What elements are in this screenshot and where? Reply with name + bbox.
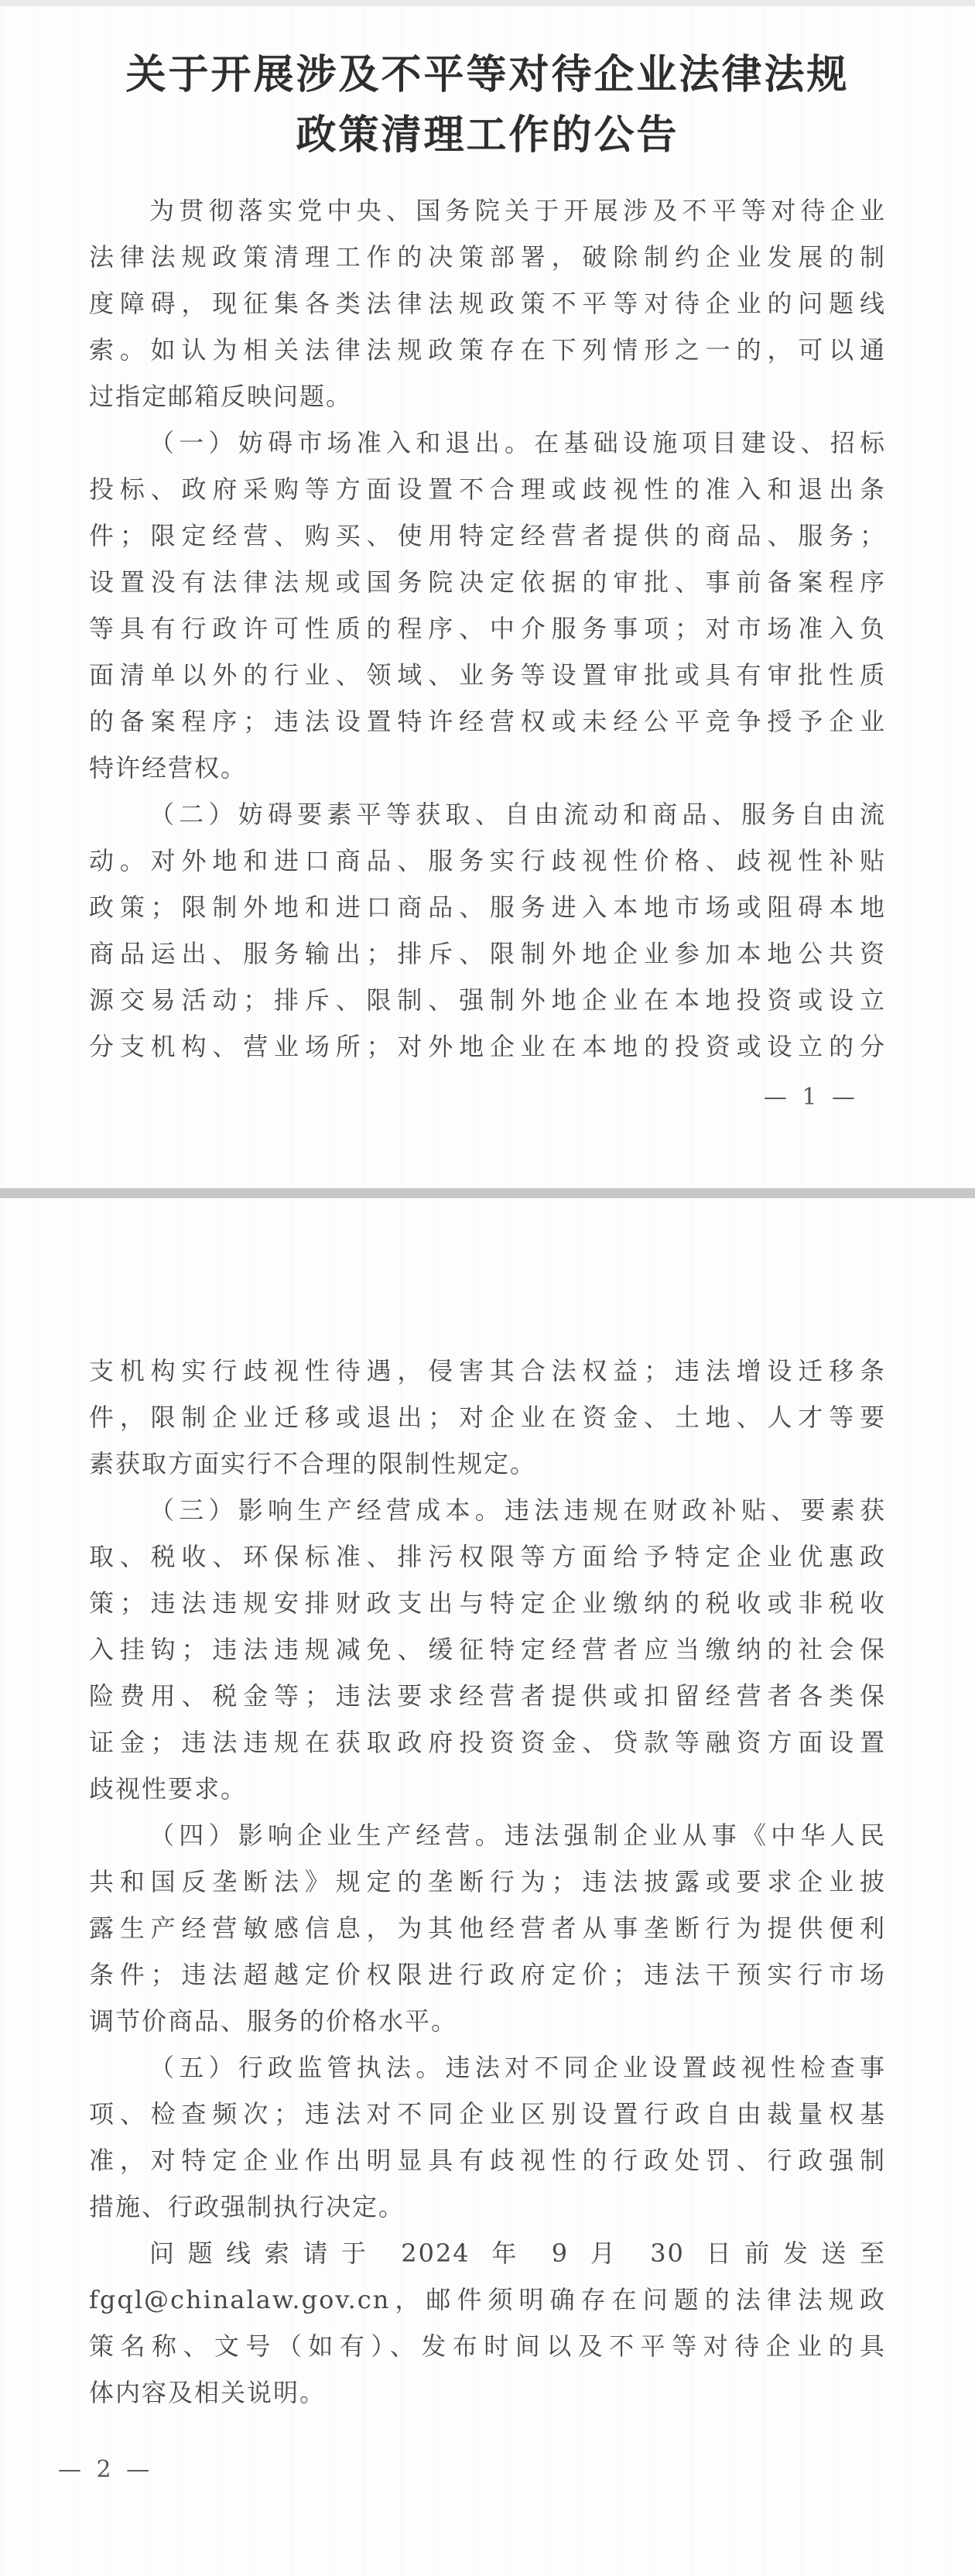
page-2-number: — 2 — (58, 2456, 154, 2483)
text-line: 险费用、税金等；违法要求经营者提供或扣留经营者各类保 (89, 1681, 886, 1711)
text-line: 政策；限制外地和进口商品、服务进入本地市场或阻碍本地 (89, 892, 886, 922)
text-line: 准，对特定企业作出明显具有歧视性的行政处罚、行政强制 (89, 2146, 886, 2175)
text-line: 问题线索请于 2024 年 9 月 30 日前发送至 (149, 2239, 886, 2268)
document-title-line-1: 关于开展涉及不平等对待企业法律法规 (125, 51, 850, 98)
text-line: 取、税收、环保标准、排污权限等方面给予特定企业优惠政 (89, 1542, 886, 1571)
text-line: （一）妨碍市场准入和退出。在基础设施项目建设、招标 (149, 428, 886, 457)
document-title-line-2: 政策清理工作的公告 (296, 111, 679, 159)
text-line: 策名称、文号（如有）、发布时间以及不平等对待企业的具 (89, 2331, 886, 2361)
document-page-1 (0, 6, 975, 1188)
text-line: 调节价商品、服务的价格水平。 (89, 2006, 458, 2036)
document-page-2 (0, 1198, 975, 2576)
text-line: （五）行政监管执法。违法对不同企业设置歧视性检查事 (149, 2053, 886, 2082)
text-line: 证金；违法违规在获取政府投资资金、贷款等融资方面设置 (89, 1728, 886, 1757)
text-line: 歧视性要求。 (89, 1774, 248, 1804)
document-title (0, 6, 975, 166)
text-line: 件，限制企业迁移或退出；对企业在资金、土地、人才等要 (89, 1403, 886, 1432)
text-line: 的备案程序；违法设置特许经营权或未经公平竞争授予企业 (89, 707, 886, 736)
page-1-body (89, 187, 886, 1070)
text-line: 源交易活动；排斥、限制、强制外地企业在本地投资或设立 (89, 985, 886, 1015)
text-line: 支机构实行歧视性待遇，侵害其合法权益；违法增设迁移条 (89, 1356, 886, 1386)
scan-top-edge (0, 0, 975, 6)
text-line: 共和国反垄断法》规定的垄断行为；违法披露或要求企业披 (89, 1867, 886, 1896)
text-line: 露生产经营敏感信息，为其他经营者从事垄断行为提供便利 (89, 1913, 886, 1943)
text-line: 措施、行政强制执行决定。 (89, 2192, 405, 2221)
text-line: 项、检查频次；违法对不同企业区别设置行政自由裁量权基 (89, 2099, 886, 2129)
text-line: 分支机构、营业场所；对外地企业在本地的投资或设立的分 (89, 1032, 886, 1061)
text-line: 素获取方面实行不合理的限制性规定。 (89, 1449, 537, 1478)
text-line: 条件；违法超越定价权限进行政府定价；违法干预实行市场 (89, 1960, 886, 1989)
text-line: 设置没有法律法规或国务院决定依据的审批、事前备案程序 (89, 567, 886, 597)
text-line: 法律法规政策清理工作的决策部署，破除制约企业发展的制 (89, 242, 886, 272)
text-line: 商品运出、服务输出；排斥、限制外地企业参加本地公共资 (89, 939, 886, 968)
text-line: 为贯彻落实党中央、国务院关于开展涉及不平等对待企业 (149, 196, 886, 225)
text-line: 度障碍，现征集各类法律法规政策不平等对待企业的问题线 (89, 289, 886, 318)
text-line: 等具有行政许可性质的程序、中介服务事项；对市场准入负 (89, 614, 886, 643)
text-line: 件；限定经营、购买、使用特定经营者提供的商品、服务； (89, 521, 886, 550)
text-line: 策；违法违规安排财政支出与特定企业缴纳的税收或非税收 (89, 1588, 886, 1618)
text-line: 特许经营权。 (89, 753, 248, 783)
text-line: 过指定邮箱反映问题。 (89, 382, 353, 411)
text-line: 索。如认为相关法律法规政策存在下列情形之一的，可以通 (89, 335, 886, 365)
page-2-body (89, 1198, 886, 2416)
text-line: fgql@chinalaw.gov.cn，邮件须明确存在问题的法律法规政 (89, 2285, 886, 2314)
text-line: 动。对外地和进口商品、服务实行歧视性价格、歧视性补贴 (89, 846, 886, 875)
page-divider (0, 1188, 975, 1198)
text-line: 投标、政府采购等方面设置不合理或歧视性的准入和退出条 (89, 474, 886, 504)
text-line: （二）妨碍要素平等获取、自由流动和商品、服务自由流 (149, 800, 886, 829)
text-line: 入挂钩；违法违规减免、缓征特定经营者应当缴纳的社会保 (89, 1635, 886, 1664)
text-line: （三）影响生产经营成本。违法违规在财政补贴、要素获 (149, 1495, 886, 1525)
text-line: （四）影响企业生产经营。违法强制企业从事《中华人民 (149, 1821, 886, 1850)
text-line: 面清单以外的行业、领域、业务等设置审批或具有审批性质 (89, 660, 886, 690)
text-line: 体内容及相关说明。 (89, 2378, 327, 2407)
page-1-number: — 1 — (763, 1084, 859, 1111)
